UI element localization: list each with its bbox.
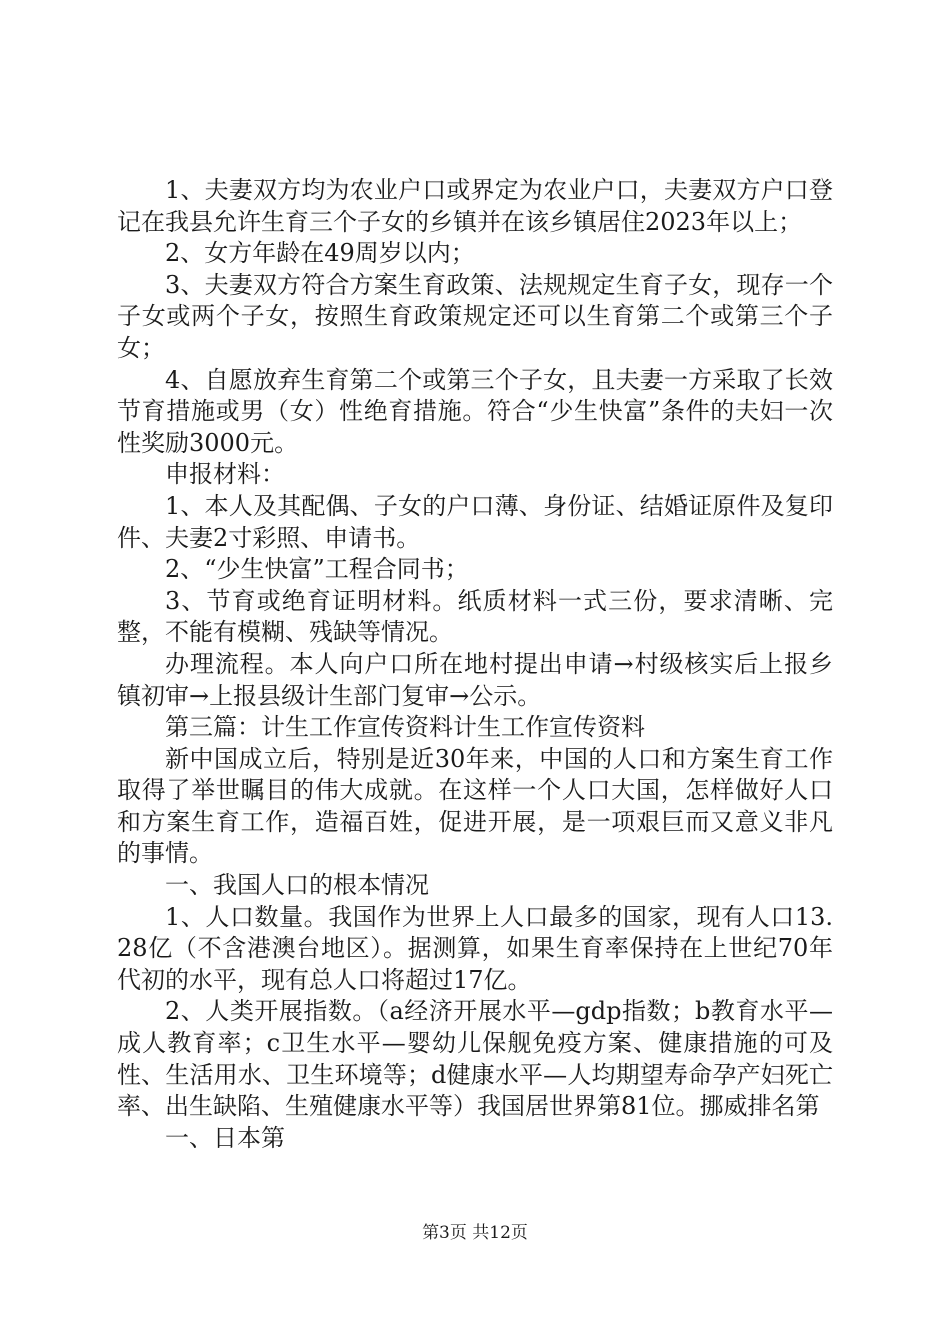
section-heading: 第三篇：计生工作宣传资料计生工作宣传资料 xyxy=(165,713,645,742)
section-label: 申报材料： xyxy=(165,460,285,489)
paragraph: 2、女方年龄在49周岁以内； xyxy=(165,239,475,268)
paragraph: 1、本人及其配偶、子女的户口薄、身份证、结婚证原件及复印件、夫妻2寸彩照、申请书。 xyxy=(117,491,833,552)
paragraph: 2、“少生快富”工程合同书； xyxy=(165,555,469,584)
document-body xyxy=(117,175,833,1154)
paragraph: 3、节育或绝育证明材料。纸质材料一式三份，要求清晰、完整，不能有模糊、残缺等情况。 xyxy=(117,586,833,647)
section-heading: 一、我国人口的根本情况 xyxy=(165,871,429,900)
paragraph: 2、人类开展指数。（a经济开展水平—gdp指数；b教育水平—成人教育率；c卫生水平—婴幼儿保舰免疫方案、健康措施的可及性、生活用水、卫生环境等；d健康水平—人均期望寿命孕产妇死亡率、出生缺陷、生殖健康水平等）我国居世界第81位。挪威排名第 xyxy=(117,997,833,1121)
paragraph: 3、夫妻双方符合方案生育政策、法规规定生育子女，现存一个子女或两个子女，按照生育政策规定还可以生育第二个或第三个子女； xyxy=(117,270,833,362)
page-number-footer: 第3页 共12页 xyxy=(422,1223,528,1243)
paragraph: 4、自愿放弃生育第二个或第三个子女，且夫妻一方采取了长效节育措施或男（女）性绝育措施。符合“少生快富”条件的夫妇一次性奖励3000元。 xyxy=(117,365,833,457)
paragraph: 一、日本第 xyxy=(165,1123,285,1152)
paragraph: 新中国成立后，特别是近30年来，中国的人口和方案生育工作取得了举世瞩目的伟大成就。在这样一个人口大国，怎样做好人口和方案生育工作，造福百姓，促进开展，是一项艰巨而又意义非凡的事情。 xyxy=(117,744,833,868)
paragraph: 1、夫妻双方均为农业户口或界定为农业户口，夫妻双方户口登记在我县允许生育三个子女的乡镇并在该乡镇居住2023年以上； xyxy=(117,176,833,236)
paragraph: 办理流程。本人向户口所在地村提出申请→村级核实后上报乡镇初审→上报县级计生部门复审→公示。 xyxy=(117,649,833,710)
paragraph: 1、人口数量。我国作为世界上人口最多的国家，现有人口13.28亿（不含港澳台地区）。据测算，如果生育率保持在上世纪70年代初的水平，现有总人口将超过17亿。 xyxy=(117,902,833,994)
